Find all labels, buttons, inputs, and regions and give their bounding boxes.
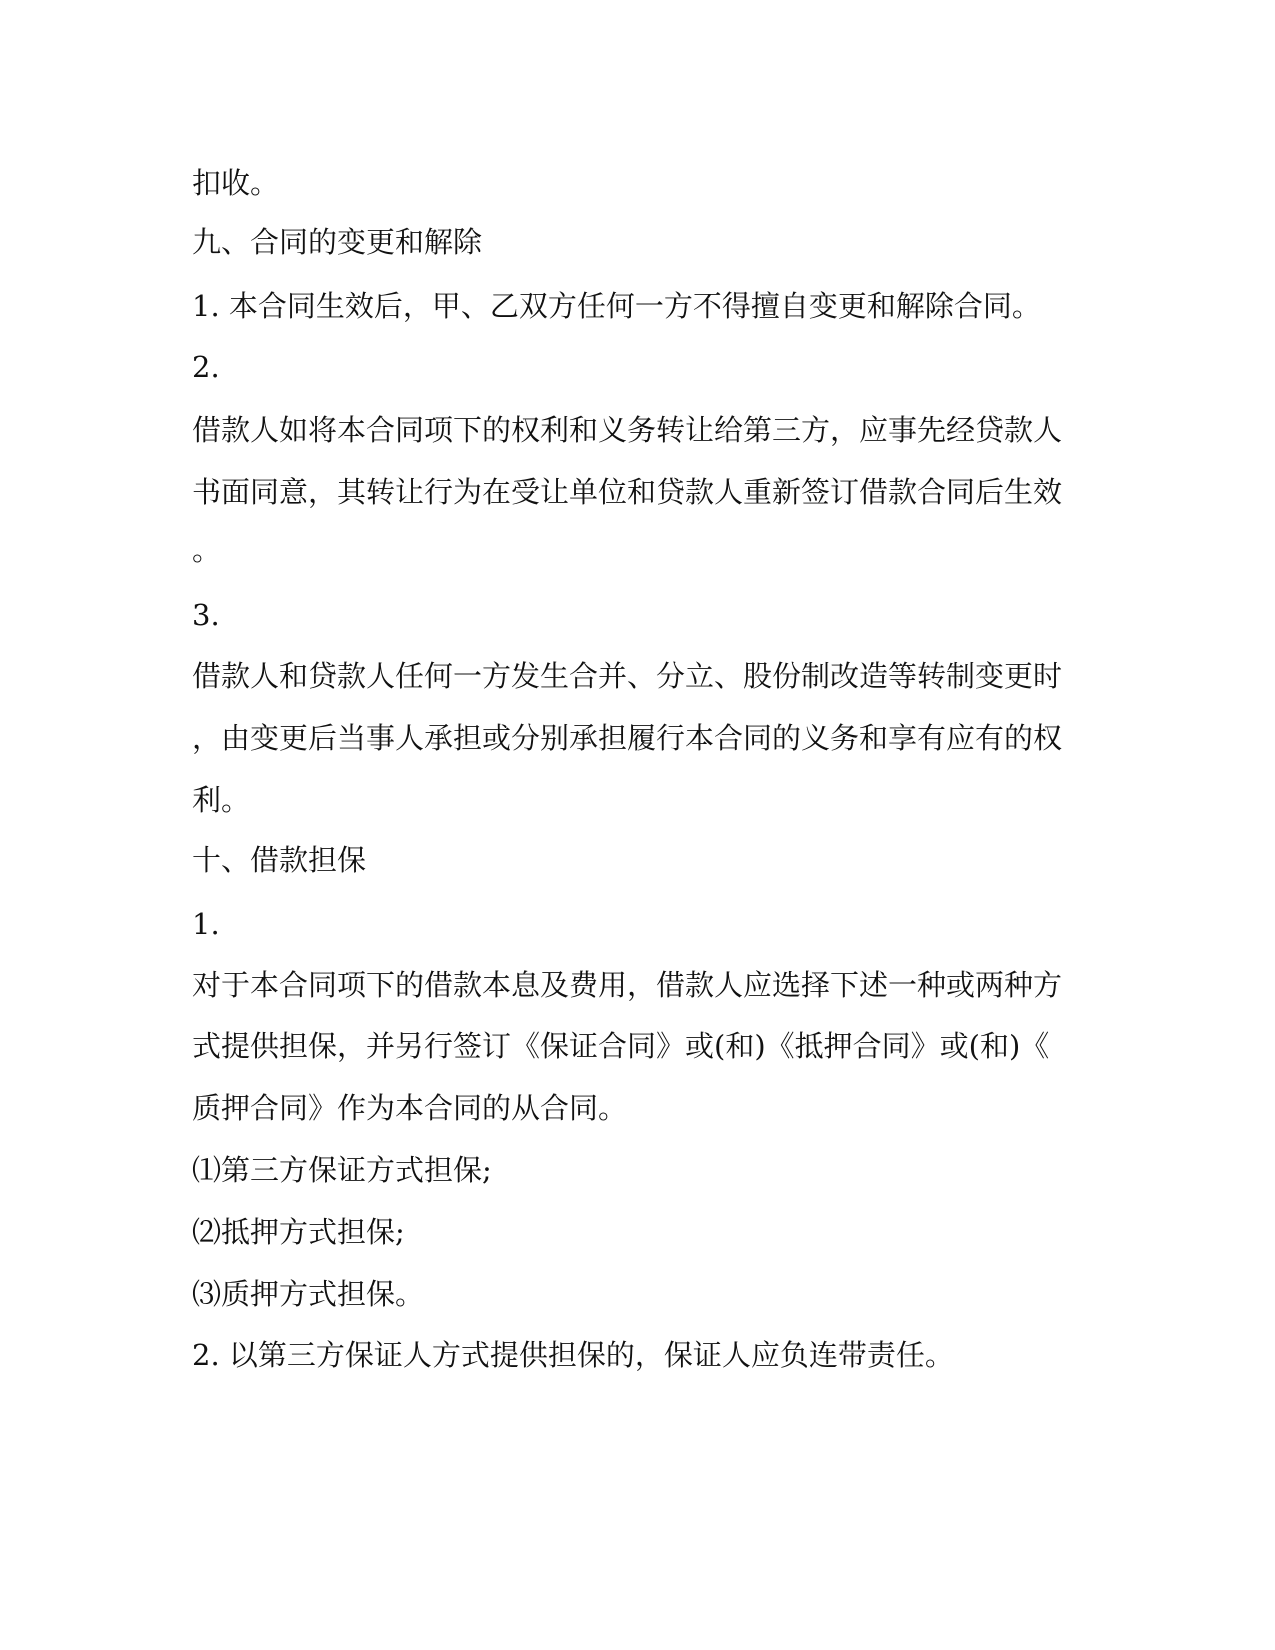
clause-number: 2. bbox=[192, 350, 220, 384]
section-heading: 九、合同的变更和解除 bbox=[192, 225, 483, 259]
text-line: 质押合同》作为本合同的从合同。 bbox=[192, 1091, 628, 1125]
text-line: 。 bbox=[192, 533, 222, 567]
clause-number: 3. bbox=[192, 598, 220, 632]
clause-number: 1. bbox=[192, 907, 220, 941]
text-line: 对于本合同项下的借款本息及费用，借款人应选择下述一种或两种方 bbox=[192, 968, 1063, 1002]
text-line: 利。 bbox=[192, 783, 251, 817]
list-item: ⑶质押方式担保。 bbox=[192, 1277, 425, 1311]
text-line: 借款人如将本合同项下的权利和义务转让给第三方，应事先经贷款人 bbox=[192, 413, 1063, 447]
text-line: 扣收。 bbox=[192, 166, 280, 200]
text-line: 书面同意，其转让行为在受让单位和贷款人重新签订借款合同后生效 bbox=[192, 475, 1063, 509]
text-line: ，由变更后当事人承担或分别承担履行本合同的义务和享有应有的权 bbox=[192, 721, 1063, 755]
text-line: 式提供担保，并另行签订《保证合同》或(和)《抵押合同》或(和)《 bbox=[192, 1029, 1050, 1063]
text-line: 借款人和贷款人任何一方发生合并、分立、股份制改造等转制变更时 bbox=[192, 659, 1063, 693]
text-line: 2. 以第三方保证人方式提供担保的，保证人应负连带责任。 bbox=[192, 1338, 954, 1372]
text-line: 1. 本合同生效后，甲、乙双方任何一方不得擅自变更和解除合同。 bbox=[192, 289, 1041, 323]
list-item: ⑵抵押方式担保; bbox=[192, 1215, 405, 1249]
list-item: ⑴第三方保证方式担保; bbox=[192, 1153, 492, 1187]
section-heading: 十、借款担保 bbox=[192, 843, 367, 877]
